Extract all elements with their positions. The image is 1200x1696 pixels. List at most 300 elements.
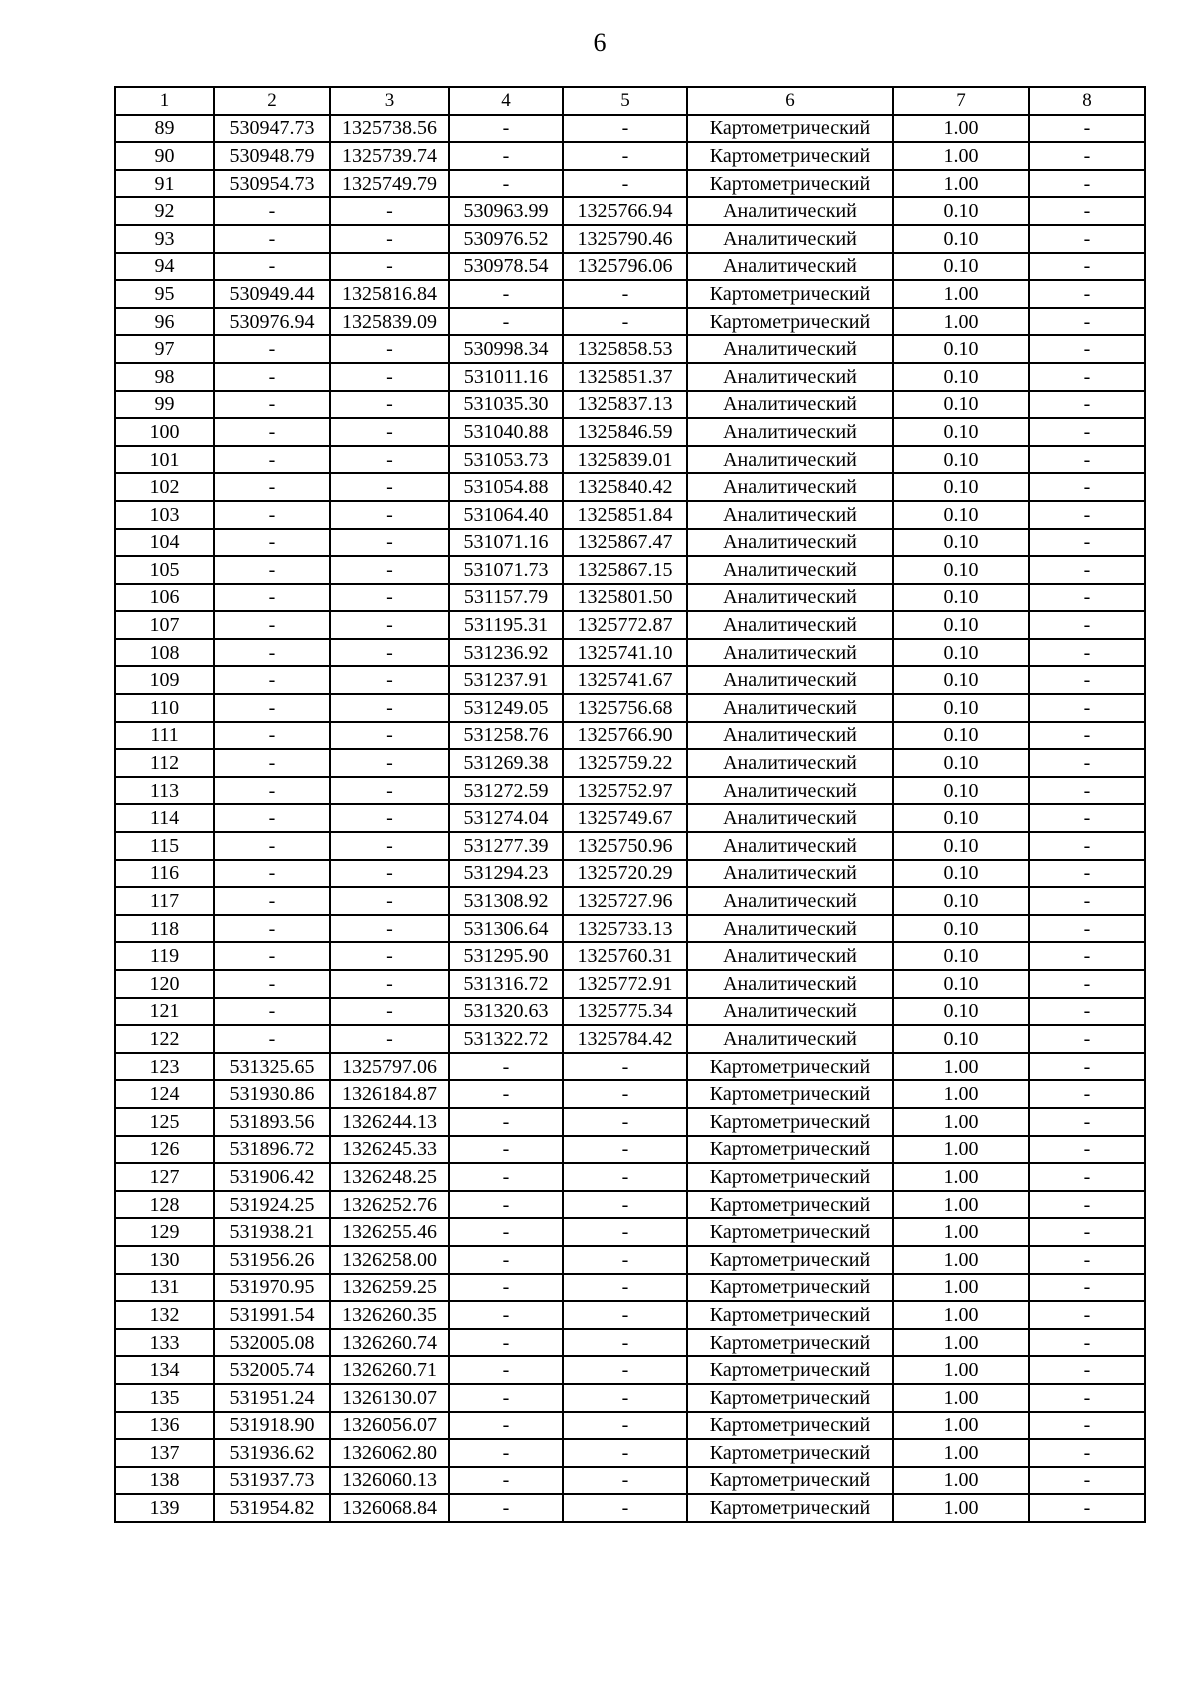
point-number-cell: 98 xyxy=(115,363,214,391)
accuracy-cell: 0.10 xyxy=(893,749,1029,777)
accuracy-cell: 0.10 xyxy=(893,197,1029,225)
point-number-cell: 130 xyxy=(115,1246,214,1274)
x-coordinate-cell: 531930.86 xyxy=(214,1080,330,1108)
x-coordinate-cell: - xyxy=(214,860,330,888)
x-new-coordinate-cell: 531306.64 xyxy=(449,915,563,943)
point-number-cell: 126 xyxy=(115,1136,214,1164)
y-coordinate-cell: 1326068.84 xyxy=(330,1494,449,1522)
y-coordinate-cell: 1326130.07 xyxy=(330,1384,449,1412)
note-cell: - xyxy=(1029,556,1145,584)
y-coordinate-cell: - xyxy=(330,942,449,970)
y-coordinate-cell: - xyxy=(330,197,449,225)
accuracy-cell: 1.00 xyxy=(893,1467,1029,1495)
x-new-coordinate-cell: 531195.31 xyxy=(449,611,563,639)
x-new-coordinate-cell: 531277.39 xyxy=(449,832,563,860)
method-cell: Аналитический xyxy=(687,998,893,1026)
x-new-coordinate-cell: - xyxy=(449,115,563,143)
x-new-coordinate-cell: - xyxy=(449,1053,563,1081)
note-cell: - xyxy=(1029,1329,1145,1357)
note-cell: - xyxy=(1029,308,1145,336)
y-new-coordinate-cell: - xyxy=(563,170,687,198)
accuracy-cell: 0.10 xyxy=(893,639,1029,667)
x-coordinate-cell: - xyxy=(214,556,330,584)
point-number-cell: 101 xyxy=(115,446,214,474)
x-new-coordinate-cell: - xyxy=(449,1356,563,1384)
y-coordinate-cell: - xyxy=(330,1025,449,1053)
y-coordinate-cell: - xyxy=(330,639,449,667)
point-number-cell: 117 xyxy=(115,887,214,915)
point-number-cell: 132 xyxy=(115,1301,214,1329)
accuracy-cell: 1.00 xyxy=(893,142,1029,170)
x-new-coordinate-cell: 531237.91 xyxy=(449,666,563,694)
column-header-5: 5 xyxy=(563,87,687,115)
method-cell: Картометрический xyxy=(687,1108,893,1136)
point-number-cell: 123 xyxy=(115,1053,214,1081)
y-new-coordinate-cell: 1325727.96 xyxy=(563,887,687,915)
note-cell: - xyxy=(1029,529,1145,557)
point-number-cell: 103 xyxy=(115,501,214,529)
y-coordinate-cell: 1326258.00 xyxy=(330,1246,449,1274)
y-new-coordinate-cell: - xyxy=(563,1080,687,1108)
accuracy-cell: 1.00 xyxy=(893,1053,1029,1081)
note-cell: - xyxy=(1029,1108,1145,1136)
table-row xyxy=(115,225,1145,253)
y-coordinate-cell: - xyxy=(330,253,449,281)
table-row xyxy=(115,970,1145,998)
x-new-coordinate-cell: 531272.59 xyxy=(449,777,563,805)
y-new-coordinate-cell: - xyxy=(563,1467,687,1495)
accuracy-cell: 1.00 xyxy=(893,1136,1029,1164)
x-new-coordinate-cell: 531054.88 xyxy=(449,473,563,501)
accuracy-cell: 1.00 xyxy=(893,1191,1029,1219)
y-new-coordinate-cell: 1325760.31 xyxy=(563,942,687,970)
method-cell: Аналитический xyxy=(687,639,893,667)
point-number-cell: 128 xyxy=(115,1191,214,1219)
method-cell: Аналитический xyxy=(687,942,893,970)
x-coordinate-cell: 531991.54 xyxy=(214,1301,330,1329)
point-number-cell: 102 xyxy=(115,473,214,501)
x-new-coordinate-cell: 530976.52 xyxy=(449,225,563,253)
y-new-coordinate-cell: - xyxy=(563,1384,687,1412)
note-cell: - xyxy=(1029,1218,1145,1246)
x-coordinate-cell: - xyxy=(214,473,330,501)
y-new-coordinate-cell: - xyxy=(563,1108,687,1136)
y-new-coordinate-cell: 1325801.50 xyxy=(563,584,687,612)
table-row xyxy=(115,1246,1145,1274)
note-cell: - xyxy=(1029,335,1145,363)
y-coordinate-cell: - xyxy=(330,860,449,888)
table-row xyxy=(115,777,1145,805)
y-new-coordinate-cell: 1325749.67 xyxy=(563,804,687,832)
y-coordinate-cell: 1326260.74 xyxy=(330,1329,449,1357)
table-row xyxy=(115,887,1145,915)
x-new-coordinate-cell: - xyxy=(449,1136,563,1164)
column-header-4: 4 xyxy=(449,87,563,115)
method-cell: Аналитический xyxy=(687,970,893,998)
y-new-coordinate-cell: 1325784.42 xyxy=(563,1025,687,1053)
x-coordinate-cell: 530948.79 xyxy=(214,142,330,170)
y-new-coordinate-cell: 1325733.13 xyxy=(563,915,687,943)
y-coordinate-cell: 1326244.13 xyxy=(330,1108,449,1136)
x-coordinate-cell: - xyxy=(214,501,330,529)
y-coordinate-cell: 1326252.76 xyxy=(330,1191,449,1219)
y-coordinate-cell: 1325739.74 xyxy=(330,142,449,170)
method-cell: Аналитический xyxy=(687,556,893,584)
point-number-cell: 114 xyxy=(115,804,214,832)
point-number-cell: 139 xyxy=(115,1494,214,1522)
y-coordinate-cell: - xyxy=(330,611,449,639)
column-header-6: 6 xyxy=(687,87,893,115)
x-coordinate-cell: - xyxy=(214,639,330,667)
y-new-coordinate-cell: 1325766.90 xyxy=(563,722,687,750)
x-new-coordinate-cell: - xyxy=(449,1246,563,1274)
note-cell: - xyxy=(1029,915,1145,943)
accuracy-cell: 0.10 xyxy=(893,611,1029,639)
table-row xyxy=(115,170,1145,198)
coordinates-table xyxy=(114,86,1146,1523)
point-number-cell: 108 xyxy=(115,639,214,667)
x-new-coordinate-cell: - xyxy=(449,1274,563,1302)
y-new-coordinate-cell: - xyxy=(563,1218,687,1246)
x-coordinate-cell: 531893.56 xyxy=(214,1108,330,1136)
method-cell: Картометрический xyxy=(687,1356,893,1384)
x-coordinate-cell: 532005.74 xyxy=(214,1356,330,1384)
method-cell: Картометрический xyxy=(687,1412,893,1440)
x-coordinate-cell: - xyxy=(214,666,330,694)
y-coordinate-cell: - xyxy=(330,418,449,446)
x-coordinate-cell: - xyxy=(214,832,330,860)
method-cell: Картометрический xyxy=(687,1439,893,1467)
point-number-cell: 100 xyxy=(115,418,214,446)
x-new-coordinate-cell: 531157.79 xyxy=(449,584,563,612)
y-coordinate-cell: 1326248.25 xyxy=(330,1163,449,1191)
x-new-coordinate-cell: - xyxy=(449,1384,563,1412)
method-cell: Аналитический xyxy=(687,915,893,943)
x-new-coordinate-cell: - xyxy=(449,1329,563,1357)
accuracy-cell: 1.00 xyxy=(893,1108,1029,1136)
x-coordinate-cell: 531938.21 xyxy=(214,1218,330,1246)
note-cell: - xyxy=(1029,1439,1145,1467)
x-coordinate-cell: - xyxy=(214,197,330,225)
x-new-coordinate-cell: - xyxy=(449,1191,563,1219)
x-new-coordinate-cell: 531308.92 xyxy=(449,887,563,915)
table-row xyxy=(115,860,1145,888)
table-row xyxy=(115,694,1145,722)
method-cell: Аналитический xyxy=(687,777,893,805)
point-number-cell: 129 xyxy=(115,1218,214,1246)
x-coordinate-cell: 531956.26 xyxy=(214,1246,330,1274)
y-coordinate-cell: 1325749.79 xyxy=(330,170,449,198)
y-new-coordinate-cell: - xyxy=(563,1494,687,1522)
x-new-coordinate-cell: - xyxy=(449,308,563,336)
method-cell: Картометрический xyxy=(687,1246,893,1274)
column-header-3: 3 xyxy=(330,87,449,115)
method-cell: Аналитический xyxy=(687,611,893,639)
note-cell: - xyxy=(1029,694,1145,722)
method-cell: Аналитический xyxy=(687,666,893,694)
x-new-coordinate-cell: 531236.92 xyxy=(449,639,563,667)
y-coordinate-cell: 1326184.87 xyxy=(330,1080,449,1108)
y-new-coordinate-cell: 1325759.22 xyxy=(563,749,687,777)
point-number-cell: 111 xyxy=(115,722,214,750)
y-new-coordinate-cell: - xyxy=(563,1191,687,1219)
x-coordinate-cell: - xyxy=(214,1025,330,1053)
column-header-7: 7 xyxy=(893,87,1029,115)
y-new-coordinate-cell: 1325772.87 xyxy=(563,611,687,639)
y-new-coordinate-cell: 1325752.97 xyxy=(563,777,687,805)
note-cell: - xyxy=(1029,942,1145,970)
accuracy-cell: 0.10 xyxy=(893,915,1029,943)
table-row xyxy=(115,501,1145,529)
x-coordinate-cell: 530947.73 xyxy=(214,115,330,143)
accuracy-cell: 0.10 xyxy=(893,860,1029,888)
y-coordinate-cell: 1325839.09 xyxy=(330,308,449,336)
method-cell: Аналитический xyxy=(687,694,893,722)
x-coordinate-cell: 531951.24 xyxy=(214,1384,330,1412)
table-row xyxy=(115,1384,1145,1412)
table-row xyxy=(115,666,1145,694)
x-coordinate-cell: - xyxy=(214,584,330,612)
table-row xyxy=(115,308,1145,336)
x-new-coordinate-cell: 531071.16 xyxy=(449,529,563,557)
x-coordinate-cell: 531937.73 xyxy=(214,1467,330,1495)
y-new-coordinate-cell: - xyxy=(563,1439,687,1467)
note-cell: - xyxy=(1029,1274,1145,1302)
x-new-coordinate-cell: 531035.30 xyxy=(449,391,563,419)
method-cell: Аналитический xyxy=(687,335,893,363)
accuracy-cell: 1.00 xyxy=(893,1274,1029,1302)
x-coordinate-cell: - xyxy=(214,225,330,253)
note-cell: - xyxy=(1029,1356,1145,1384)
point-number-cell: 107 xyxy=(115,611,214,639)
y-new-coordinate-cell: - xyxy=(563,142,687,170)
y-new-coordinate-cell: - xyxy=(563,1356,687,1384)
page-number: 6 xyxy=(593,28,607,57)
column-header-2: 2 xyxy=(214,87,330,115)
point-number-cell: 92 xyxy=(115,197,214,225)
table-row xyxy=(115,1439,1145,1467)
note-cell: - xyxy=(1029,1384,1145,1412)
y-new-coordinate-cell: - xyxy=(563,1274,687,1302)
accuracy-cell: 0.10 xyxy=(893,501,1029,529)
point-number-cell: 115 xyxy=(115,832,214,860)
method-cell: Аналитический xyxy=(687,832,893,860)
x-coordinate-cell: - xyxy=(214,887,330,915)
y-coordinate-cell: - xyxy=(330,335,449,363)
x-coordinate-cell: - xyxy=(214,722,330,750)
y-new-coordinate-cell: 1325766.94 xyxy=(563,197,687,225)
table-row xyxy=(115,639,1145,667)
y-coordinate-cell: - xyxy=(330,446,449,474)
accuracy-cell: 0.10 xyxy=(893,363,1029,391)
table-row xyxy=(115,1329,1145,1357)
y-new-coordinate-cell: 1325772.91 xyxy=(563,970,687,998)
y-coordinate-cell: 1326245.33 xyxy=(330,1136,449,1164)
y-coordinate-cell: - xyxy=(330,556,449,584)
note-cell: - xyxy=(1029,501,1145,529)
x-coordinate-cell: 531896.72 xyxy=(214,1136,330,1164)
note-cell: - xyxy=(1029,804,1145,832)
accuracy-cell: 1.00 xyxy=(893,1163,1029,1191)
table-row xyxy=(115,1108,1145,1136)
note-cell: - xyxy=(1029,639,1145,667)
x-new-coordinate-cell: 530963.99 xyxy=(449,197,563,225)
note-cell: - xyxy=(1029,473,1145,501)
table-row xyxy=(115,1053,1145,1081)
x-coordinate-cell: - xyxy=(214,804,330,832)
x-new-coordinate-cell: 531294.23 xyxy=(449,860,563,888)
table-body xyxy=(115,115,1145,1522)
table-row xyxy=(115,446,1145,474)
y-new-coordinate-cell: - xyxy=(563,308,687,336)
x-new-coordinate-cell: - xyxy=(449,1439,563,1467)
x-coordinate-cell: - xyxy=(214,335,330,363)
x-new-coordinate-cell: 531322.72 xyxy=(449,1025,563,1053)
method-cell: Картометрический xyxy=(687,1467,893,1495)
x-coordinate-cell: - xyxy=(214,942,330,970)
x-coordinate-cell: - xyxy=(214,391,330,419)
y-new-coordinate-cell: 1325750.96 xyxy=(563,832,687,860)
x-coordinate-cell: - xyxy=(214,611,330,639)
y-coordinate-cell: - xyxy=(330,391,449,419)
note-cell: - xyxy=(1029,1136,1145,1164)
accuracy-cell: 0.10 xyxy=(893,225,1029,253)
y-coordinate-cell: 1326259.25 xyxy=(330,1274,449,1302)
x-new-coordinate-cell: 531316.72 xyxy=(449,970,563,998)
x-coordinate-cell: - xyxy=(214,529,330,557)
table-row xyxy=(115,1025,1145,1053)
table-row xyxy=(115,1163,1145,1191)
accuracy-cell: 1.00 xyxy=(893,1329,1029,1357)
table-row xyxy=(115,1191,1145,1219)
method-cell: Аналитический xyxy=(687,391,893,419)
y-coordinate-cell: 1326260.35 xyxy=(330,1301,449,1329)
table-row xyxy=(115,473,1145,501)
point-number-cell: 124 xyxy=(115,1080,214,1108)
note-cell: - xyxy=(1029,777,1145,805)
table-row xyxy=(115,391,1145,419)
y-coordinate-cell: - xyxy=(330,584,449,612)
y-new-coordinate-cell: - xyxy=(563,1301,687,1329)
y-coordinate-cell: - xyxy=(330,832,449,860)
method-cell: Картометрический xyxy=(687,1384,893,1412)
y-coordinate-cell: 1325816.84 xyxy=(330,280,449,308)
y-new-coordinate-cell: - xyxy=(563,1246,687,1274)
point-number-cell: 91 xyxy=(115,170,214,198)
accuracy-cell: 0.10 xyxy=(893,473,1029,501)
note-cell: - xyxy=(1029,418,1145,446)
accuracy-cell: 0.10 xyxy=(893,970,1029,998)
method-cell: Картометрический xyxy=(687,1080,893,1108)
point-number-cell: 112 xyxy=(115,749,214,777)
method-cell: Аналитический xyxy=(687,418,893,446)
note-cell: - xyxy=(1029,1412,1145,1440)
point-number-cell: 106 xyxy=(115,584,214,612)
table-row xyxy=(115,142,1145,170)
point-number-cell: 110 xyxy=(115,694,214,722)
point-number-cell: 135 xyxy=(115,1384,214,1412)
table-row xyxy=(115,529,1145,557)
note-cell: - xyxy=(1029,1301,1145,1329)
accuracy-cell: 0.10 xyxy=(893,887,1029,915)
y-coordinate-cell: - xyxy=(330,363,449,391)
table-row xyxy=(115,584,1145,612)
method-cell: Аналитический xyxy=(687,363,893,391)
table-row xyxy=(115,1136,1145,1164)
x-coordinate-cell: 530976.94 xyxy=(214,308,330,336)
x-coordinate-cell: - xyxy=(214,253,330,281)
method-cell: Аналитический xyxy=(687,529,893,557)
y-coordinate-cell: - xyxy=(330,501,449,529)
accuracy-cell: 1.00 xyxy=(893,1439,1029,1467)
y-coordinate-cell: 1326255.46 xyxy=(330,1218,449,1246)
y-new-coordinate-cell: 1325851.37 xyxy=(563,363,687,391)
point-number-cell: 113 xyxy=(115,777,214,805)
table-row xyxy=(115,197,1145,225)
point-number-cell: 125 xyxy=(115,1108,214,1136)
y-new-coordinate-cell: - xyxy=(563,115,687,143)
y-new-coordinate-cell: 1325720.29 xyxy=(563,860,687,888)
method-cell: Картометрический xyxy=(687,1301,893,1329)
y-coordinate-cell: 1325738.56 xyxy=(330,115,449,143)
note-cell: - xyxy=(1029,970,1145,998)
note-cell: - xyxy=(1029,1053,1145,1081)
y-coordinate-cell: - xyxy=(330,777,449,805)
y-new-coordinate-cell: - xyxy=(563,1053,687,1081)
y-coordinate-cell: 1326056.07 xyxy=(330,1412,449,1440)
accuracy-cell: 0.10 xyxy=(893,1025,1029,1053)
y-new-coordinate-cell: - xyxy=(563,1136,687,1164)
method-cell: Картометрический xyxy=(687,308,893,336)
y-new-coordinate-cell: - xyxy=(563,1412,687,1440)
y-new-coordinate-cell: 1325756.68 xyxy=(563,694,687,722)
method-cell: Картометрический xyxy=(687,1053,893,1081)
point-number-cell: 120 xyxy=(115,970,214,998)
note-cell: - xyxy=(1029,1163,1145,1191)
note-cell: - xyxy=(1029,1494,1145,1522)
method-cell: Аналитический xyxy=(687,887,893,915)
x-new-coordinate-cell: - xyxy=(449,1080,563,1108)
y-coordinate-cell: 1325797.06 xyxy=(330,1053,449,1081)
y-coordinate-cell: - xyxy=(330,970,449,998)
accuracy-cell: 0.10 xyxy=(893,335,1029,363)
note-cell: - xyxy=(1029,253,1145,281)
note-cell: - xyxy=(1029,1080,1145,1108)
point-number-cell: 121 xyxy=(115,998,214,1026)
x-coordinate-cell: 530954.73 xyxy=(214,170,330,198)
x-new-coordinate-cell: - xyxy=(449,1163,563,1191)
method-cell: Картометрический xyxy=(687,142,893,170)
point-number-cell: 116 xyxy=(115,860,214,888)
y-coordinate-cell: 1326062.80 xyxy=(330,1439,449,1467)
point-number-cell: 118 xyxy=(115,915,214,943)
method-cell: Картометрический xyxy=(687,1191,893,1219)
accuracy-cell: 0.10 xyxy=(893,942,1029,970)
x-new-coordinate-cell: - xyxy=(449,170,563,198)
method-cell: Аналитический xyxy=(687,501,893,529)
point-number-cell: 134 xyxy=(115,1356,214,1384)
accuracy-cell: 0.10 xyxy=(893,694,1029,722)
note-cell: - xyxy=(1029,611,1145,639)
accuracy-cell: 0.10 xyxy=(893,777,1029,805)
x-new-coordinate-cell: 531040.88 xyxy=(449,418,563,446)
x-new-coordinate-cell: 531064.40 xyxy=(449,501,563,529)
method-cell: Аналитический xyxy=(687,197,893,225)
y-coordinate-cell: 1326060.13 xyxy=(330,1467,449,1495)
x-coordinate-cell: - xyxy=(214,915,330,943)
method-cell: Картометрический xyxy=(687,280,893,308)
note-cell: - xyxy=(1029,280,1145,308)
